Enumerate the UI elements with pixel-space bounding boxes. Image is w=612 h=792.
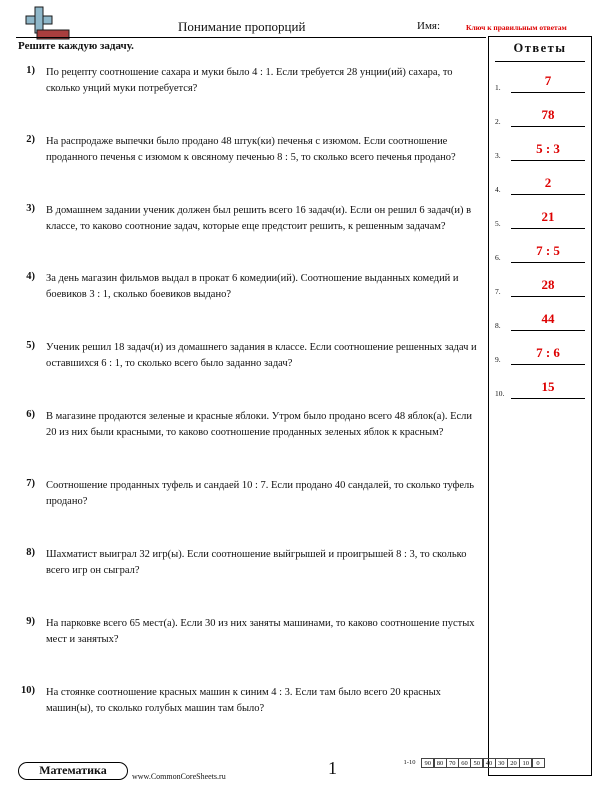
answer-row	[489, 345, 591, 367]
answer-value: 21	[541, 209, 555, 224]
answer-line	[511, 262, 585, 263]
score-cell: 50	[470, 758, 483, 768]
answer-value: 2	[544, 175, 552, 190]
answer-number: 4.	[495, 185, 501, 194]
score-range-label: 1-10	[403, 759, 416, 766]
problem-number: 2)	[26, 134, 35, 145]
instruction-text: Решите каждую задачу.	[18, 40, 134, 52]
answer-row	[489, 311, 591, 333]
answer-key-label: Ключ к правильным ответам	[466, 23, 567, 32]
answer-line	[511, 228, 585, 229]
problem-text: Шахматист выиграл 32 игр(ы). Если соотношение выйгрышей и проигрышей 8 : 3, то сколько всего игр он сыграл?	[46, 549, 467, 576]
answer-row	[489, 175, 591, 197]
answer-row	[489, 379, 591, 401]
website-link[interactable]: www.CommonCoreSheets.ru	[132, 772, 226, 781]
answer-number: 8.	[495, 321, 501, 330]
answers-panel	[488, 36, 592, 776]
score-cell: 0	[532, 758, 545, 768]
answer-line	[511, 296, 585, 297]
answer-row	[489, 141, 591, 163]
answer-line	[511, 160, 585, 161]
problem-text: По рецепту соотношение сахара и муки было 4 : 1. Если требуется 28 унции(ий) сахара, то сколько унций муки потребуется?	[46, 67, 453, 94]
problem-number: 3)	[26, 203, 35, 214]
answer-value: 44	[541, 311, 555, 326]
answer-line	[511, 364, 585, 365]
answer-number: 2.	[495, 117, 501, 126]
name-label: Имя:	[417, 20, 441, 32]
answers-heading: Ответы	[513, 41, 567, 55]
score-cell: 40	[483, 758, 496, 768]
problem-text: В магазине продаются зеленые и красные яблоки. Утром было продано всего 48 яблок(а). Если 20 из них были красными, то каково соотношение проданных зеленых яблок к красным?	[46, 411, 473, 438]
answers-heading-divider	[495, 61, 585, 62]
answer-value: 78	[541, 107, 555, 122]
problem-text: На стоянке соотношение красных машин к синим 4 : 3. Если там было всего 20 красных машин(ы), то сколько голубых машин там было?	[46, 687, 441, 714]
score-cell: 80	[434, 758, 447, 768]
answer-number: 10.	[495, 389, 505, 398]
answer-row	[489, 107, 591, 129]
answer-number: 5.	[495, 219, 501, 228]
problem-number: 8)	[26, 547, 35, 558]
answer-line	[511, 126, 585, 127]
page-number: 1	[328, 758, 337, 778]
problem-text: За день магазин фильмов выдал в прокат 6 комедии(ий). Соотношение выданных комедий и боевиков 3 : 1, сколько боевиков выдано?	[46, 273, 459, 300]
answer-number: 9.	[495, 355, 501, 364]
answer-row	[489, 73, 591, 95]
problem-number: 7)	[26, 478, 35, 489]
answer-line	[511, 330, 585, 331]
answer-number: 6.	[495, 253, 501, 262]
problem-number: 9)	[26, 616, 35, 627]
answer-number: 3.	[495, 151, 501, 160]
score-cell: 90	[421, 758, 434, 768]
answer-value: 15	[541, 379, 555, 394]
answer-row	[489, 243, 591, 265]
score-cell: 70	[446, 758, 459, 768]
problem-text: Ученик решил 18 задач(и) из домашнего задания в классе. Если соотношение решенных задач и оставшихся 6 : 1, то сколько всего было заданно задач?	[46, 342, 477, 369]
problem-text: Соотношение проданных туфель и сандаей 10 : 7. Если продано 40 сандалей, то сколько туфель продано?	[46, 480, 475, 507]
worksheet-title: Понимание пропорций	[178, 19, 306, 34]
score-cell: 60	[458, 758, 471, 768]
problem-number: 10)	[21, 685, 35, 696]
score-table	[397, 758, 545, 768]
answer-row	[489, 277, 591, 299]
answer-number: 1.	[495, 83, 501, 92]
problem-number: 4)	[26, 271, 35, 282]
score-cell: 20	[507, 758, 520, 768]
plus-minus-logo-icon	[18, 6, 72, 40]
answer-row	[489, 209, 591, 231]
answer-line	[511, 398, 585, 399]
problem-number: 1)	[26, 65, 35, 76]
problem-number: 6)	[26, 409, 35, 420]
score-cell: 10	[519, 758, 532, 768]
answer-value: 7 : 6	[536, 345, 560, 360]
problem-text: На парковке всего 65 мест(а). Если 30 из них заняты машинами, то каково соотношение пустых мест и занятых?	[46, 618, 475, 645]
problem-number: 5)	[26, 340, 35, 351]
score-cell: 30	[495, 758, 508, 768]
answer-value: 5 : 3	[536, 141, 560, 156]
problem-text: На распродаже выпечки было продано 48 штук(ки) печенья с изюмом. Если соотношение проданного печенья с изюмом к овсяному печенью 8 : 5, то сколько всего печенья продано?	[46, 136, 456, 163]
problem-text: В домашнем задании ученик должен был решить всего 16 задач(и). Если он решил 6 задач(и) в классе, то каково соотноние задач, которые еще предстоит решить, к решенным задачам?	[46, 205, 472, 232]
header-divider	[16, 37, 486, 38]
answer-number: 7.	[495, 287, 501, 296]
answer-value: 7	[544, 73, 552, 88]
answer-line	[511, 194, 585, 195]
subject-badge: Математика	[18, 762, 128, 780]
answer-line	[511, 92, 585, 93]
answer-value: 7 : 5	[536, 243, 560, 258]
answer-value: 28	[541, 277, 555, 292]
